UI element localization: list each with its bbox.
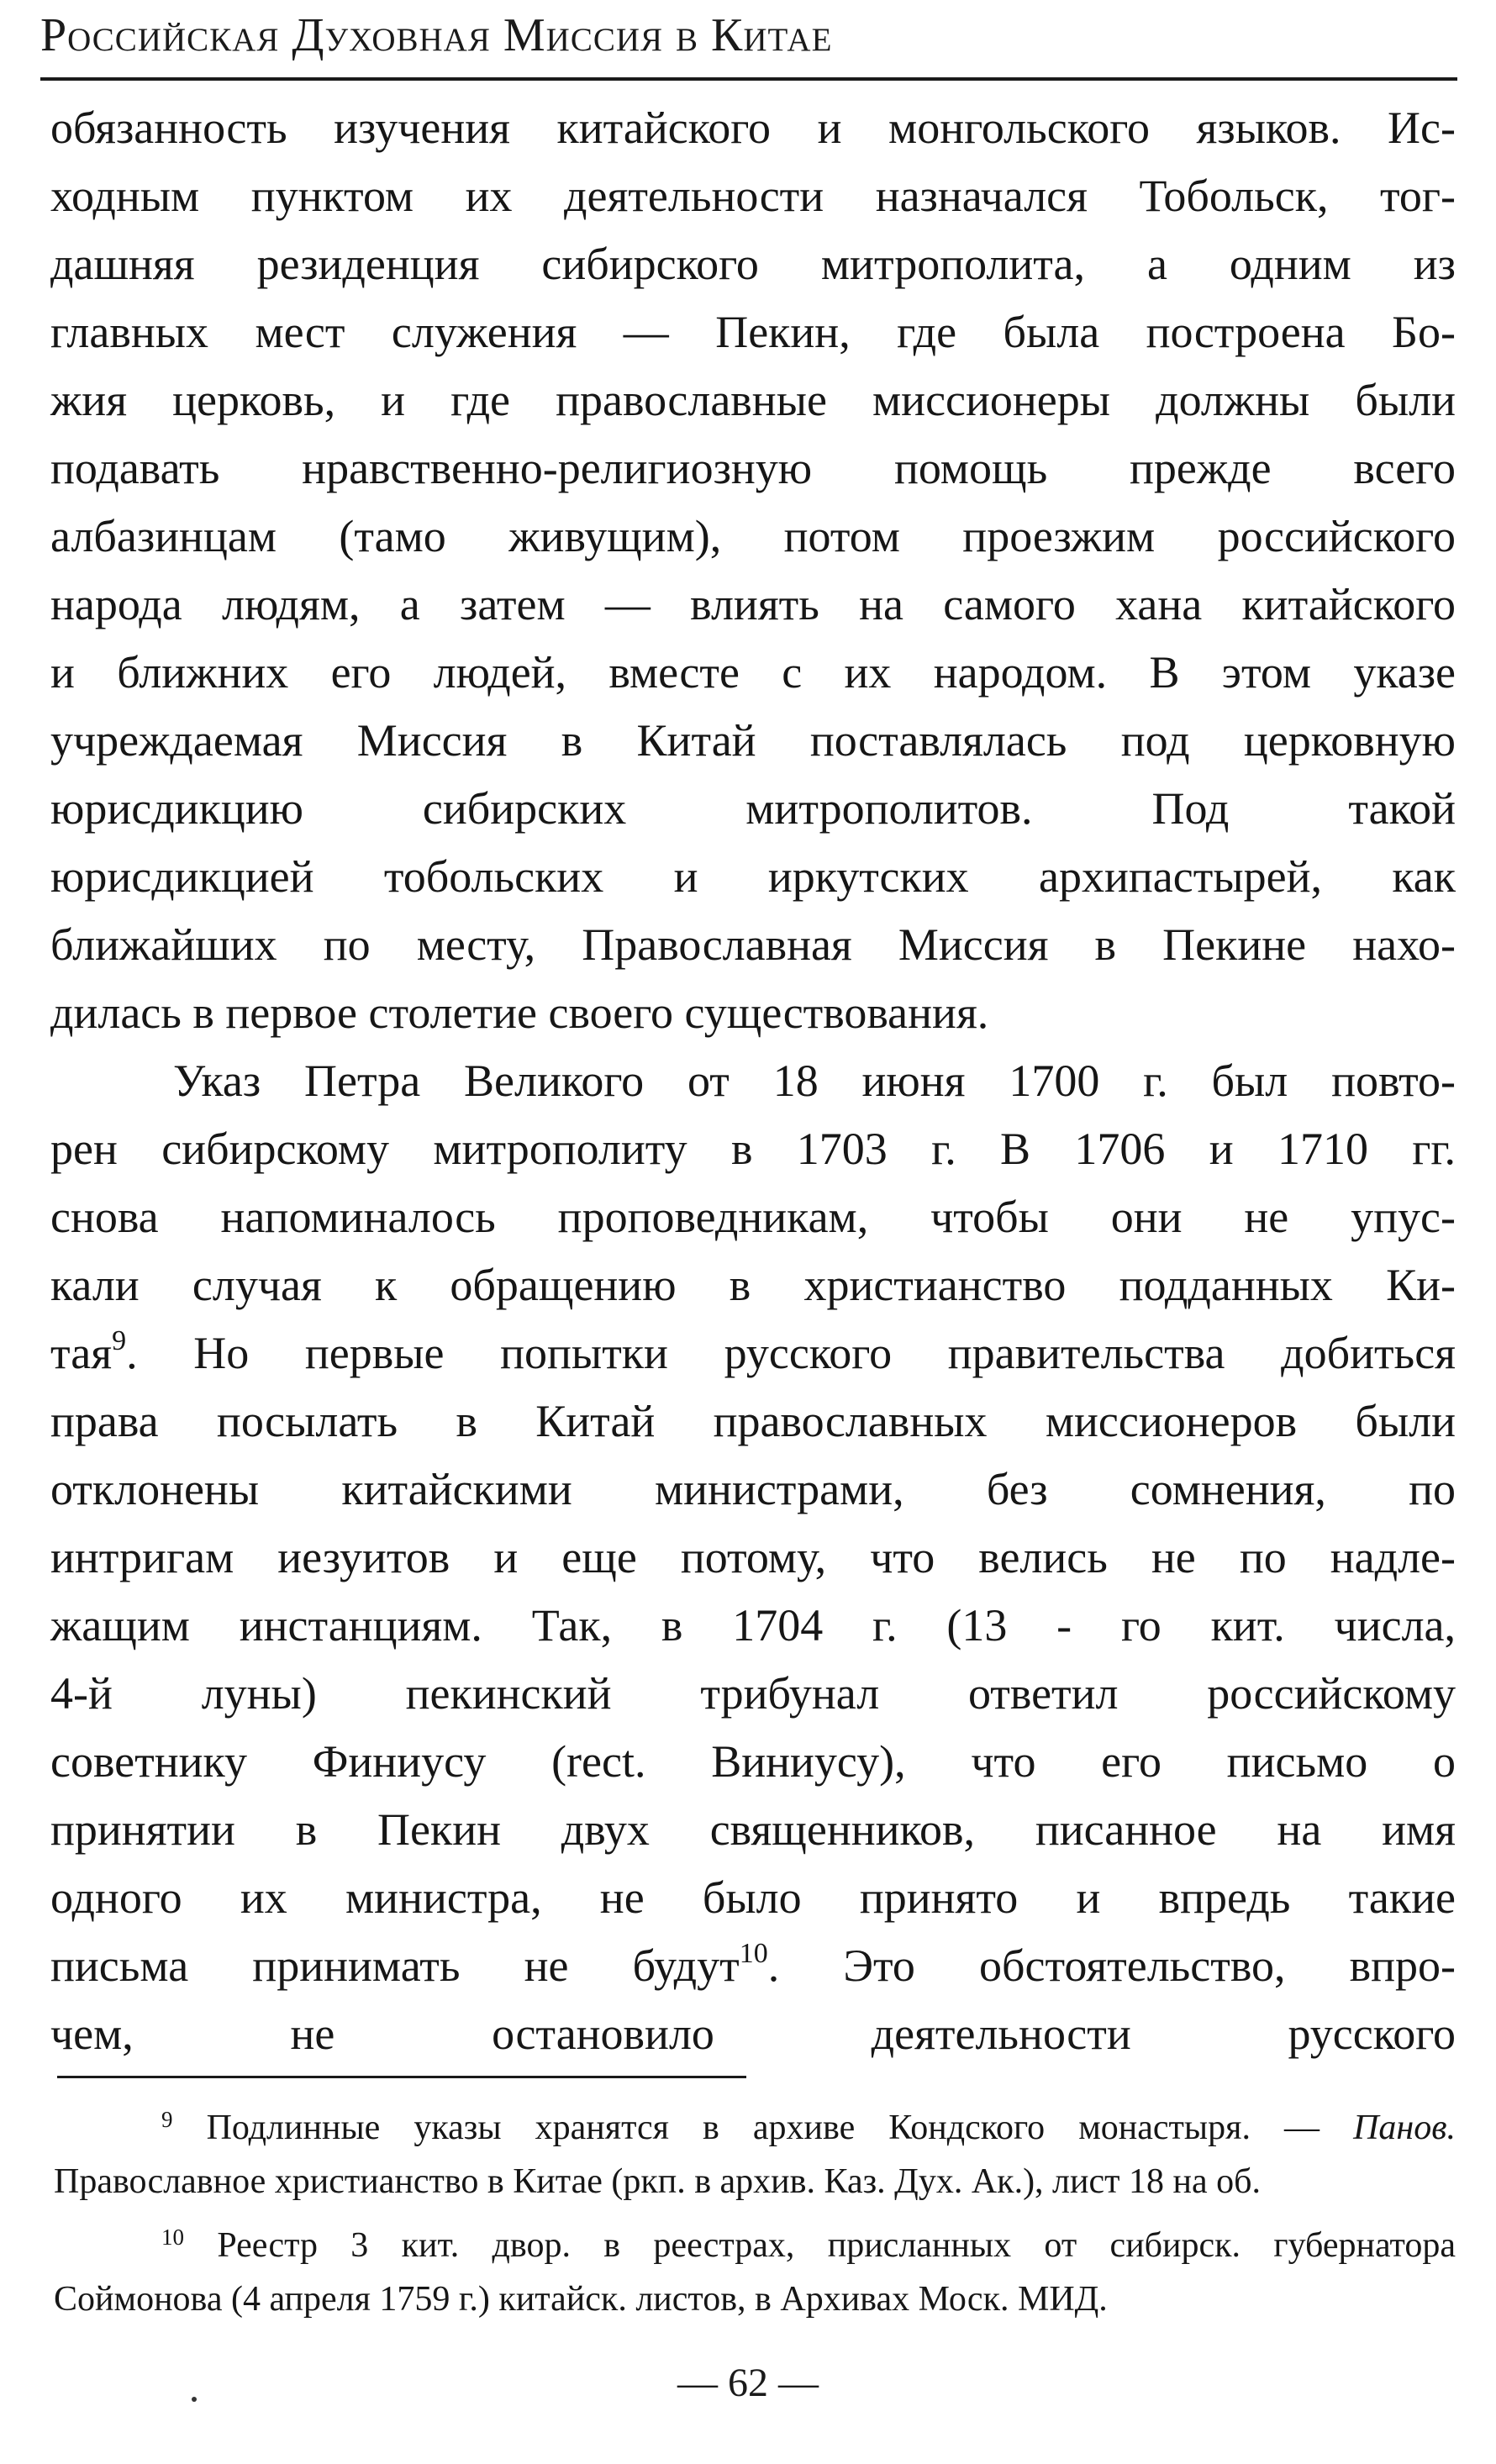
text-line: отклонены китайскими министрами, без сомнения, по [50, 1464, 1456, 1514]
footnote-author: Панов. [1353, 2109, 1456, 2147]
text-line: юрисдикцией тобольских и иркутских архипастырей, как [50, 851, 1456, 902]
text-line: и ближних его людей, вместе с их народом. В этом указе [50, 647, 1456, 698]
text-line: одного их министра, не было принято и впредь такие [50, 1872, 1456, 1923]
text-line: главных мест служения — Пекин, где была построена Бо- [50, 307, 1456, 357]
page-number: — 62 — [677, 2361, 819, 2405]
footnotes [54, 2101, 1456, 2326]
text-line: рен сибирскому митрополиту в 1703 г. В 1706 и 1710 гг. [50, 1124, 1456, 1174]
footnote-text: Подлинные указы хранятся в архиве Кондского монастыря. — [172, 2109, 1354, 2147]
paragraph-end-line: дилась в первое столетие своего существования. [50, 987, 989, 1038]
text-fragment: . Это обстоятельство, впро- [767, 1940, 1456, 1991]
footnote-text: Соймонова (4 апреля 1759 г.) китайск. листов, в Архивах Моск. МИД. [54, 2280, 1108, 2319]
text-line: народа людям, а затем — влиять на самого хана китайского [50, 579, 1456, 629]
text-line: учреждаемая Миссия в Китай поставлялась под церковную [50, 715, 1456, 766]
footnote-9 [54, 2101, 1456, 2155]
text-line [50, 1932, 1456, 2000]
footnote-mark: 9 [161, 2107, 173, 2132]
text-line: обязанность изучения китайского и монгольского языков. Ис- [50, 103, 1456, 153]
text-line: принятии в Пекин двух священников, писанное на имя [50, 1804, 1456, 1855]
text-fragment: . Но первые попытки русского правительства добиться [126, 1328, 1456, 1378]
text-line: подавать нравственно-религиозную помощь прежде всего [50, 443, 1456, 493]
footnote-ref-10: 10 [739, 1938, 768, 1969]
text-line: албазинцам (тамо живущим), потом проезжим российского [50, 511, 1456, 561]
text-fragment: тая [50, 1328, 113, 1378]
text-line: жия церковь, и где православные миссионеры должны были [50, 375, 1456, 425]
footnote-ref-9: 9 [112, 1325, 127, 1356]
text-line: ходным пунктом их деятельности назначался Тобольск, тог- [50, 171, 1456, 221]
footnote-mark: 10 [161, 2224, 184, 2250]
text-line: кали случая к обращению в христианство подданных Ки- [50, 1260, 1456, 1310]
text-line: дашняя резиденция сибирского митрополита, а одним из [50, 239, 1456, 289]
running-head: Российская Духовная Миссия в Китае [40, 9, 833, 61]
text-line: юрисдикцию сибирских митрополитов. Под такой [50, 783, 1456, 834]
text-line [50, 1319, 1456, 1387]
header-rule [40, 77, 1457, 81]
text-line: ближайших по месту, Православная Миссия в Пекине нахо- [50, 919, 1456, 970]
text-line: права посылать в Китай православных миссионеров были [50, 1396, 1456, 1446]
text-fragment: письма принимать не будут [50, 1940, 740, 1991]
text-line: советнику Финиусу (rect. Виниусу), что его письмо о [50, 1736, 1456, 1787]
footnote-text: Реестр 3 кит. двор. в реестрах, присланных от сибирск. губернатора [184, 2226, 1456, 2265]
body-text [50, 94, 1456, 2068]
footnote-text: Православное христианство в Китае (ркп. в архив. Каз. Дух. Ак.), лист 18 на об. [54, 2162, 1261, 2201]
text-line: снова напоминалось проповедникам, чтобы они не упус- [50, 1192, 1456, 1242]
paragraph-start-line: Указ Петра Великого от 18 июня 1700 г. был повто- [173, 1056, 1456, 1106]
text-line: 4-й луны) пекинский трибунал ответил российскому [50, 1668, 1456, 1719]
footnote-10 [54, 2219, 1456, 2272]
text-line: чем, не остановило деятельности русского [50, 2009, 1456, 2059]
text-line: жащим инстанциям. Так, в 1704 г. (13 - го кит. числа, [50, 1600, 1456, 1651]
text-line: интригам иезуитов и еще потому, что велись не по надле- [50, 1532, 1456, 1582]
footnote-separator [57, 2076, 746, 2078]
